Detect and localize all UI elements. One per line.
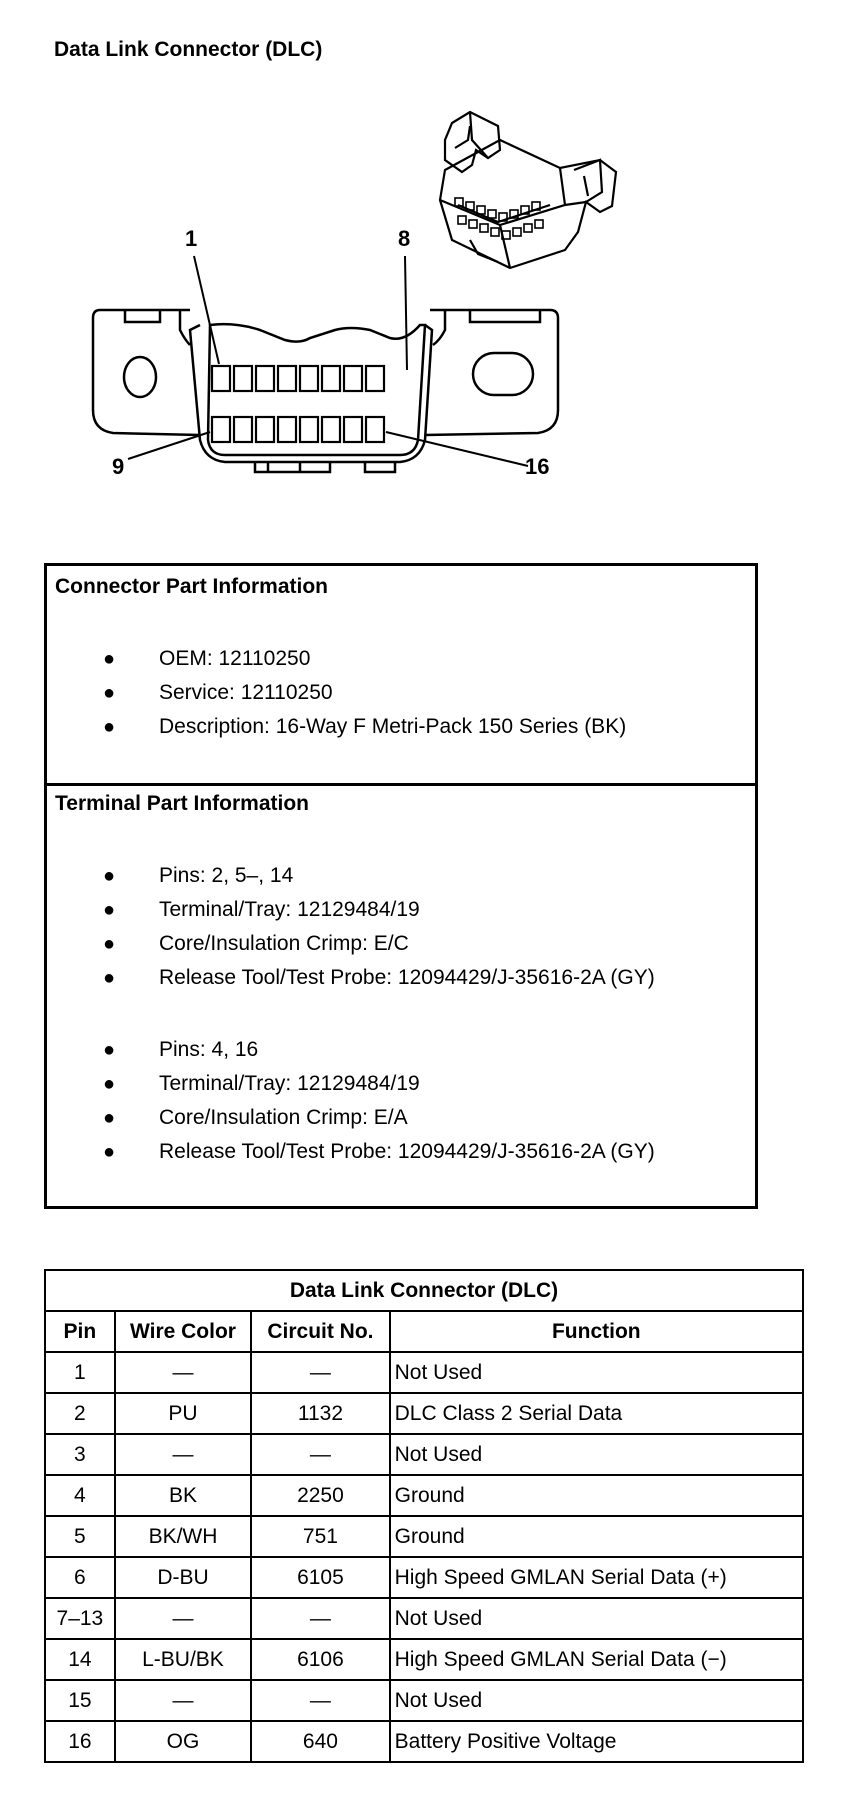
pinout-table bbox=[44, 1269, 804, 1763]
wire-color-cell: — bbox=[115, 1434, 251, 1475]
list-item: ● Core/Insulation Crimp: E/C bbox=[103, 927, 655, 961]
list-item: ● Release Tool/Test Probe: 12094429/J-35616-2A (GY) bbox=[103, 1135, 655, 1169]
connector-diagram bbox=[80, 105, 640, 485]
connector-3d-view bbox=[440, 112, 616, 268]
list-item: ● Pins: 2, 5–, 14 bbox=[103, 859, 655, 893]
bullet-icon: ● bbox=[103, 933, 116, 955]
pin-cell: 3 bbox=[45, 1434, 115, 1475]
list-item: ● OEM: 12110250 bbox=[103, 642, 626, 676]
function-cell: Not Used bbox=[390, 1598, 803, 1639]
function-cell: High Speed GMLAN Serial Data (+) bbox=[390, 1557, 803, 1598]
circuit-cell: — bbox=[251, 1352, 389, 1393]
wire-color-cell: D-BU bbox=[115, 1557, 251, 1598]
bullet-icon: ● bbox=[103, 899, 116, 921]
table-row bbox=[45, 1557, 803, 1598]
pin-cell: 16 bbox=[45, 1721, 115, 1762]
circuit-cell: 751 bbox=[251, 1516, 389, 1557]
circuit-cell: — bbox=[251, 1598, 389, 1639]
bullet-icon: ● bbox=[103, 1107, 116, 1129]
bullet-icon: ● bbox=[103, 865, 116, 887]
circuit-cell: — bbox=[251, 1434, 389, 1475]
pin-cell: 7–13 bbox=[45, 1598, 115, 1639]
function-cell: Ground bbox=[390, 1516, 803, 1557]
function-cell: Battery Positive Voltage bbox=[390, 1721, 803, 1762]
function-cell: Not Used bbox=[390, 1352, 803, 1393]
function-cell: DLC Class 2 Serial Data bbox=[390, 1393, 803, 1434]
wire-color-cell: BK/WH bbox=[115, 1516, 251, 1557]
table-row bbox=[45, 1639, 803, 1680]
list-item: ● Pins: 4, 16 bbox=[103, 1033, 655, 1067]
circuit-cell: — bbox=[251, 1680, 389, 1721]
circuit-cell: 2250 bbox=[251, 1475, 389, 1516]
list-item: ● Description: 16-Way F Metri-Pack 150 Series (BK) bbox=[103, 710, 626, 744]
terminal-info-group-2 bbox=[103, 1033, 655, 1169]
table-row bbox=[45, 1516, 803, 1557]
circuit-cell: 1132 bbox=[251, 1393, 389, 1434]
column-header-pin: Pin bbox=[45, 1311, 115, 1352]
connector-part-information bbox=[47, 566, 755, 786]
bullet-icon: ● bbox=[103, 967, 116, 989]
wire-color-cell: — bbox=[115, 1598, 251, 1639]
function-cell: Not Used bbox=[390, 1680, 803, 1721]
pin-cell: 4 bbox=[45, 1475, 115, 1516]
bullet-icon: ● bbox=[103, 1141, 116, 1163]
column-header-wire-color: Wire Color bbox=[115, 1311, 251, 1352]
function-cell: Ground bbox=[390, 1475, 803, 1516]
pin-cell: 1 bbox=[45, 1352, 115, 1393]
wire-color-cell: PU bbox=[115, 1393, 251, 1434]
circuit-cell: 6105 bbox=[251, 1557, 389, 1598]
pin-cell: 14 bbox=[45, 1639, 115, 1680]
table-row bbox=[45, 1721, 803, 1762]
wire-color-cell: BK bbox=[115, 1475, 251, 1516]
connector-info-list bbox=[103, 642, 626, 744]
connector-front-view bbox=[93, 256, 558, 472]
pin-cell: 6 bbox=[45, 1557, 115, 1598]
connector-info-title: Connector Part Information bbox=[55, 575, 329, 598]
function-cell: High Speed GMLAN Serial Data (−) bbox=[390, 1639, 803, 1680]
list-item: ● Core/Insulation Crimp: E/A bbox=[103, 1101, 655, 1135]
pin-label-8: 8 bbox=[398, 226, 411, 251]
bullet-icon: ● bbox=[103, 716, 116, 738]
pin-cell: 5 bbox=[45, 1516, 115, 1557]
terminal-part-information bbox=[47, 783, 755, 1206]
pin-label-1: 1 bbox=[185, 226, 198, 251]
wire-color-cell: OG bbox=[115, 1721, 251, 1762]
bullet-icon: ● bbox=[103, 1073, 116, 1095]
terminal-info-group-1 bbox=[103, 859, 655, 995]
wire-color-cell: — bbox=[115, 1680, 251, 1721]
page-title: Data Link Connector (DLC) bbox=[54, 38, 323, 61]
table-caption: Data Link Connector (DLC) bbox=[45, 1270, 803, 1311]
table-row bbox=[45, 1680, 803, 1721]
bullet-icon: ● bbox=[103, 648, 116, 670]
table-row bbox=[45, 1393, 803, 1434]
table-row bbox=[45, 1352, 803, 1393]
part-information-box bbox=[44, 563, 758, 1209]
table-row bbox=[45, 1598, 803, 1639]
circuit-cell: 6106 bbox=[251, 1639, 389, 1680]
pin-cell: 2 bbox=[45, 1393, 115, 1434]
table-row bbox=[45, 1434, 803, 1475]
list-item: ● Service: 12110250 bbox=[103, 676, 626, 710]
list-item: ● Release Tool/Test Probe: 12094429/J-35616-2A (GY) bbox=[103, 961, 655, 995]
column-header-circuit: Circuit No. bbox=[251, 1311, 389, 1352]
wire-color-cell: — bbox=[115, 1352, 251, 1393]
function-cell: Not Used bbox=[390, 1434, 803, 1475]
column-header-function: Function bbox=[390, 1311, 803, 1352]
pin-label-16: 16 bbox=[525, 454, 550, 479]
wire-color-cell: L-BU/BK bbox=[115, 1639, 251, 1680]
bullet-icon: ● bbox=[103, 682, 116, 704]
bullet-icon: ● bbox=[103, 1039, 116, 1061]
list-item: ● Terminal/Tray: 12129484/19 bbox=[103, 893, 655, 927]
table-row bbox=[45, 1475, 803, 1516]
circuit-cell: 640 bbox=[251, 1721, 389, 1762]
pin-label-9: 9 bbox=[112, 454, 125, 479]
pin-cell: 15 bbox=[45, 1680, 115, 1721]
list-item: ● Terminal/Tray: 12129484/19 bbox=[103, 1067, 655, 1101]
terminal-info-title: Terminal Part Information bbox=[55, 792, 309, 815]
